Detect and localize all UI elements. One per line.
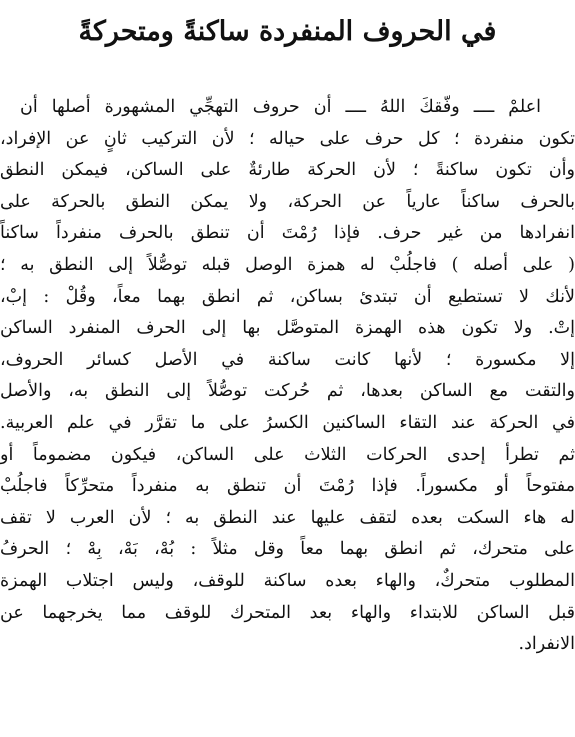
text-line: في الحركة عند التقاء الساكنين الكسرُ على ما تقرَّر في علم العربية.: [0, 412, 575, 433]
text-line: إلا مكسورة ؛ لأنها كانت ساكنة في الأصل كسائر الحروف،: [0, 349, 575, 370]
text-line: له هاء السكت بعده لتقف عليها عند النطق به ؛ لأن العرب لا تقف: [0, 507, 575, 528]
text-line: انفرادها من غير حرف. فإذا رُمْتَ أن تنطق بالحرف منفرداً ساكناً: [0, 223, 575, 244]
text-line: مفتوحاً أو مكسوراً. فإذا رُمْتَ أن تنطق به منفرداً متحرِّكاً فاجلُبْ: [0, 476, 575, 497]
body-paragraph: [0, 92, 575, 661]
text-line: اعلمْ ــــ وفّقكَ اللهُ ــــ أن حروف التهجِّي المشهورة أصلها أن: [20, 97, 541, 117]
text-line: تكون منفردة ؛ كل حرف على حياله ؛ لأن التركيب ثانٍ عن الإفراد،: [0, 128, 575, 149]
text-line: ( على أصله ) فاجلُبْ له همزة الوصل قبله توصُّلاً إلى النطق به ؛: [0, 254, 575, 275]
text-line: المطلوب متحركٌ، والهاء بعده ساكنة للوقف، وليس اجتلاب الهمزة: [0, 570, 575, 591]
page-title: في الحروف المنفردة ساكنةً ومتحركةً: [78, 16, 497, 47]
text-line: بالحرف ساكناً عارياً عن الحركة، ولا يمكن النطق بالحركة على: [0, 191, 575, 212]
text-line: ثم تطرأ إحدى الحركات الثلاث على الساكن، فيكون مضموماً أو: [0, 444, 575, 465]
text-line: والتقت مع الساكن بعدها، ثم حُركت توصُّلاً إلى النطق به، والأصل: [0, 381, 575, 402]
text-line: وأن تكون ساكنةً ؛ لأن الحركة طارئةٌ على الساكن، فيمكن النطق: [0, 160, 575, 181]
text-line: على متحرك، ثم انطق بهما معاً وقل مثلاً : بُهْ، بَهْ، بِهْ ؛ الحرفُ: [0, 539, 575, 560]
text-line: إتْ. ولا تكون هذه الهمزة المتوصَّل بها إلى الحرف المنفرد الساكن: [0, 318, 575, 339]
text-line: الانفراد.: [518, 634, 575, 655]
text-line: قبل الساكن للابتداء والهاء بعد المتحرك للوقف مما يخرجهما عن: [0, 602, 575, 623]
text-line: لأنك لا تستطيع أن تبتدئ بساكن، ثم انطق بهما معاً، وقُلْ : إبْ،: [0, 286, 575, 307]
